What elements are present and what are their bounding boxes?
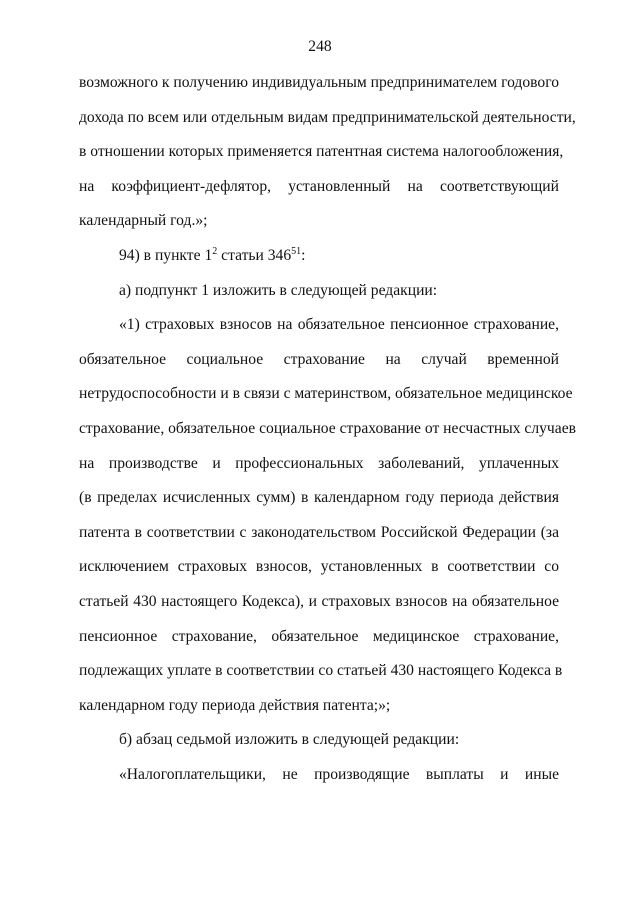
text-line: исключением страховых взносов, установленных в соответствии со	[79, 558, 559, 576]
superscript: 2	[212, 245, 218, 257]
page-number: 248	[308, 38, 332, 55]
text-line: статьей 430 настоящего Кодекса), и страховых взносов на обязательное	[79, 592, 559, 610]
paragraph-94-heading	[79, 246, 559, 281]
superscript: 51	[291, 245, 302, 257]
text-line: на производстве и профессиональных заболеваний, уплаченных	[79, 454, 559, 472]
text-line: на коэффициент-дефлятор, установленный на соответствующий	[79, 177, 559, 195]
text-fragment: :	[301, 246, 306, 264]
text-line: страхование, обязательное социальное страхование от несчастных случаев	[79, 419, 576, 437]
text-line: «Налогоплательщики, не производящие выплаты и иные	[119, 765, 559, 783]
text-line: (в пределах исчисленных сумм) в календарном году периода действия	[79, 489, 559, 507]
text-fragment: 94) в пункте 1	[119, 246, 213, 264]
text-line: подлежащих уплате в соответствии со статьей 430 настоящего Кодекса в	[79, 662, 563, 680]
subparagraph-b-heading: б) абзац седьмой изложить в следующей редакции:	[119, 731, 460, 749]
text-line: нетрудоспособности и в связи с материнством, обязательное медицинское	[79, 385, 573, 403]
text-line: патента в соответствии с законодательством Российской Федерации (за	[79, 523, 559, 541]
text-line: пенсионное страхование, обязательное медицинское страхование,	[79, 627, 559, 645]
text-line: дохода по всем или отдельным видам предпринимательской деятельности,	[79, 108, 576, 126]
text-fragment: статьи 346	[217, 246, 292, 264]
text-line: обязательное социальное страхование на случай временной	[79, 350, 559, 368]
text-line: «1) страховых взносов на обязательное пенсионное страхование,	[119, 316, 559, 334]
text-line: возможного к получению индивидуальным предпринимателем годового	[79, 74, 560, 91]
document-body	[79, 73, 576, 799]
text-line: в отношении которых применяется патентная система налогообложения,	[79, 143, 564, 161]
text-line: календарном году периода действия патента;»;	[79, 696, 391, 714]
subparagraph-a-heading: а) подпункт 1 изложить в следующей редакции:	[119, 281, 438, 299]
text-line: календарный год.»;	[79, 212, 208, 230]
